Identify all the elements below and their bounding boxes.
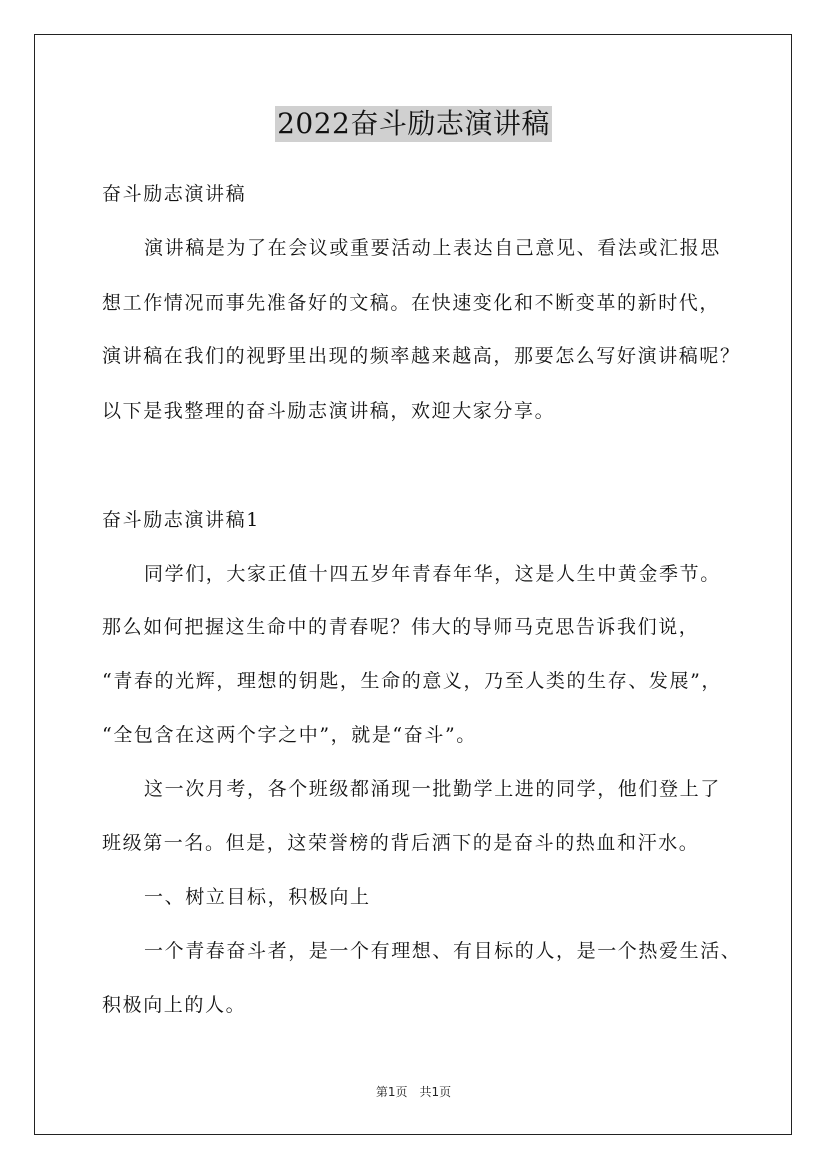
document-title: 2022奋斗励志演讲稿	[277, 107, 550, 140]
title-container	[0, 106, 827, 142]
para2-line-1: 这一次月考，各个班级都涌现一批勤学上进的同学，他们登上了	[144, 778, 721, 800]
point-heading-1: 一、树立目标，积极向上	[144, 886, 371, 908]
page-number: 第1页	[375, 1085, 408, 1099]
para1-line-2: 那么如何把握这生命中的青春呢？伟大的导师马克思告诉我们说，	[102, 616, 700, 638]
document-subtitle: 奋斗励志演讲稿	[102, 183, 247, 205]
para1-line-3: “青春的光辉，理想的钥匙，生命的意义，乃至人类的生存、发展”，	[102, 670, 723, 692]
para3-line-2: 积极向上的人。	[102, 994, 247, 1016]
para3-line-1: 一个青春奋斗者，是一个有理想、有目标的人，是一个热爱生活、	[144, 940, 742, 962]
para1-line-4: “全包含在这两个字之中”，就是“奋斗”。	[102, 724, 477, 746]
para1-line-1: 同学们，大家正值十四五岁年青春年华，这是人生中黄金季节。	[144, 563, 721, 585]
intro-line-2: 想工作情况而事先准备好的文稿。在快速变化和不断变革的新时代，	[102, 292, 721, 314]
section-heading: 奋斗励志演讲稿1	[102, 509, 260, 531]
page-total: 共1页	[419, 1085, 452, 1099]
page-footer	[0, 1084, 827, 1100]
intro-line-3: 演讲稿在我们的视野里出现的频率越来越高，那要怎么写好演讲稿呢？	[102, 345, 741, 367]
intro-line-4: 以下是我整理的奋斗励志演讲稿，欢迎大家分享。	[102, 400, 556, 422]
para2-line-2: 班级第一名。但是，这荣誉榜的背后洒下的是奋斗的热血和汗水。	[102, 832, 700, 854]
intro-line-1: 演讲稿是为了在会议或重要活动上表达自己意见、看法或汇报思	[144, 237, 721, 259]
